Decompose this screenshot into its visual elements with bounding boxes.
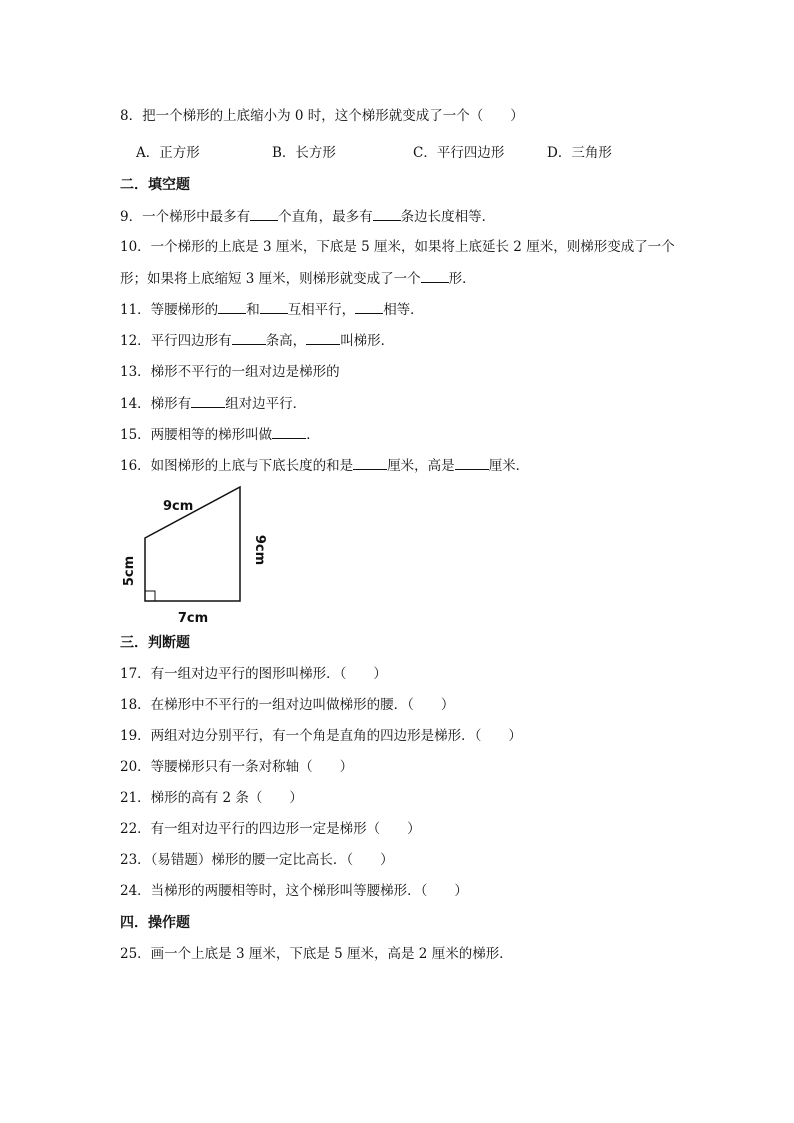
- question-10-text: 形；如果将上底缩短 3 厘米，则梯形就变成了一个: [120, 271, 421, 287]
- question-13: 13．梯形不平行的一组对边是梯形的: [120, 364, 340, 380]
- question-8: 8．把一个梯形的上底缩小为 0 时，这个梯形就变成了一个（ ）: [120, 108, 524, 124]
- option-c: C．平行四边形: [413, 145, 505, 161]
- answer-blank[interactable]: [421, 268, 449, 283]
- question-18: 18．在梯形中不平行的一组对边叫做梯形的腰．（ ）: [120, 697, 455, 713]
- section-heading-operation: 四．操作题: [120, 915, 190, 931]
- question-9-text: 9．一个梯形中最多有: [120, 209, 251, 225]
- question-10-text: 形．: [448, 271, 476, 287]
- question-11-text: 互相平行，: [287, 302, 356, 318]
- answer-blank[interactable]: [455, 455, 489, 470]
- question-16-text: 厘米．: [488, 458, 530, 474]
- question-15: [120, 424, 320, 445]
- question-11-text: 11．等腰梯形的: [120, 302, 219, 318]
- question-17: 17．有一组对边平行的图形叫梯形．（ ）: [120, 666, 387, 682]
- answer-blank[interactable]: [373, 206, 401, 221]
- question-20: 20．等腰梯形只有一条对称轴（ ）: [120, 759, 354, 775]
- option-a: A．正方形: [136, 145, 200, 161]
- top-side-label: 9cm: [163, 499, 194, 514]
- question-19: 19．两组对边分别平行，有一个角是直角的四边形是梯形．（ ）: [120, 728, 522, 744]
- section-heading-fill-in: 二．填空题: [120, 177, 190, 193]
- right-side-label: 9cm: [252, 534, 267, 566]
- trapezoid-figure: [115, 480, 285, 630]
- question-11-text: 和: [246, 302, 260, 318]
- bottom-side-label: 7cm: [177, 611, 209, 626]
- question-14-text: 14．梯形有: [120, 396, 192, 412]
- question-15-text: 15．两腰相等的梯形叫做: [120, 427, 273, 443]
- question-11-text: 相等．: [383, 302, 424, 318]
- question-25: 25．画一个上底是 3 厘米，下底是 5 厘米，高是 2 厘米的梯形．: [120, 946, 513, 962]
- trapezoid-diagram: [115, 480, 285, 630]
- answer-blank[interactable]: [355, 299, 383, 314]
- question-14-text: 组对边平行．: [225, 396, 307, 412]
- option-b: B．长方形: [272, 145, 336, 161]
- question-14: [120, 393, 306, 414]
- question-10-line-2: [120, 268, 476, 289]
- question-16: [120, 455, 529, 476]
- option-d: D．三角形: [547, 145, 612, 161]
- answer-blank[interactable]: [218, 299, 246, 314]
- question-21: 21．梯形的高有 2 条（ ）: [120, 790, 303, 806]
- answer-blank[interactable]: [353, 455, 387, 470]
- answer-blank[interactable]: [191, 393, 225, 408]
- question-16-text: 厘米，高是: [387, 458, 455, 474]
- question-12-text: 条高，: [265, 333, 307, 349]
- answer-blank[interactable]: [260, 299, 288, 314]
- question-16-text: 16．如图梯形的上底与下底长度的和是: [120, 458, 354, 474]
- left-side-label: 5cm: [122, 555, 137, 587]
- answer-blank[interactable]: [250, 206, 278, 221]
- question-9: [120, 206, 495, 227]
- section-heading-true-false: 三．判断题: [120, 635, 190, 651]
- question-22: 22．有一组对边平行的四边形一定是梯形（ ）: [120, 821, 421, 837]
- answer-blank[interactable]: [306, 330, 340, 345]
- question-11: [120, 299, 424, 320]
- answer-blank[interactable]: [232, 330, 266, 345]
- question-15-text: ．: [306, 427, 320, 443]
- question-12: [120, 330, 394, 351]
- question-9-text: 条边长度相等．: [400, 209, 496, 225]
- question-24: 24．当梯形的两腰相等时，这个梯形叫等腰梯形．（ ）: [120, 883, 468, 899]
- right-angle-marker: [145, 591, 155, 601]
- question-10-line-1: 10．一个梯形的上底是 3 厘米，下底是 5 厘米，如果将上底延长 2 厘米，则梯形变成了一个: [120, 239, 675, 255]
- question-12-text: 12．平行四边形有: [120, 333, 232, 349]
- question-23: 23．（易错题）梯形的腰一定比高长．（ ）: [120, 852, 394, 868]
- question-12-text: 叫梯形．: [340, 333, 395, 349]
- question-9-text: 个直角，最多有: [278, 209, 373, 225]
- answer-blank[interactable]: [272, 424, 306, 439]
